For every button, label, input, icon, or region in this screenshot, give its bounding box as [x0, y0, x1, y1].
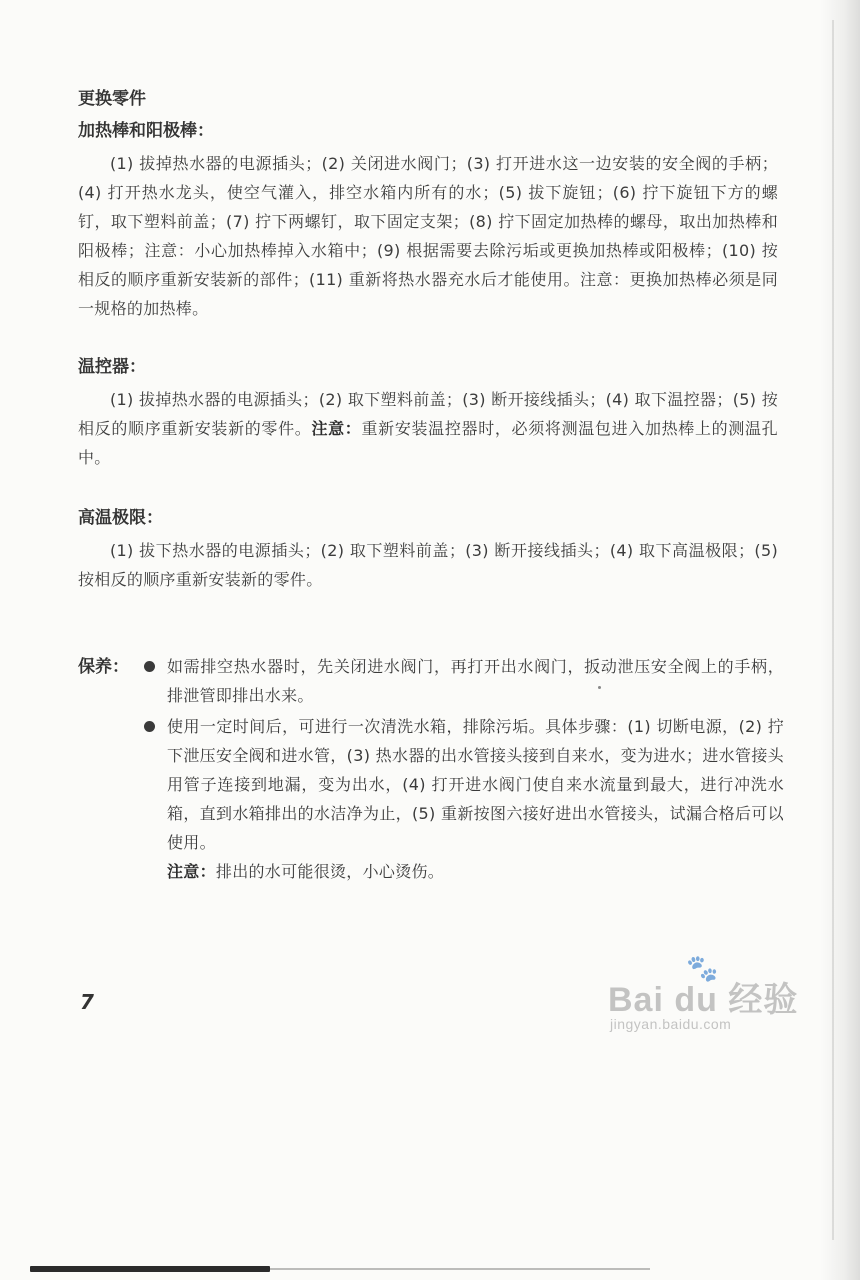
page-edge-shadow: [820, 0, 860, 1280]
thermostat-note-text: 重新安装温控器时，必须将测温包进入加热棒上的测温孔中。: [78, 419, 778, 467]
list-item: [144, 712, 784, 886]
list-item: [144, 652, 784, 710]
maintenance-bullet-text: 使用一定时间后，可进行一次清洗水箱，排除污垢。具体步骤：(1) 切断电源，(2) 拧下泄压安全阀和进水管，(3) 热水器的出水管接头接到自来水，变为进水；进水管接头用管子连接到地漏，变为出水，(4) 打开进水阀门使自来水流量到最大，进行冲洗水箱，直到水箱排出的水洁净为止，(5) 重新按图六接好进出水管接头，试漏合格后可以使用。: [167, 717, 784, 852]
section-title-heater-anode: 加热棒和阳极棒：: [78, 121, 214, 141]
scan-speck: [598, 686, 601, 689]
thermostat-note-label: 注意：: [311, 419, 362, 438]
maintenance-label: 保养：: [78, 657, 129, 677]
section-body-thermostat: [78, 385, 778, 472]
section-title-high-temp-limit: 高温极限：: [78, 508, 163, 528]
bullet-icon: [144, 721, 155, 732]
scan-bottom-edge: [30, 1266, 270, 1272]
maintenance-note-label: 注意：: [167, 862, 216, 881]
maintenance-list: [144, 652, 784, 888]
page-edge-line: [832, 20, 834, 1240]
section-heater-anode: [78, 116, 778, 323]
baidu-jingyan-watermark: [608, 954, 818, 1042]
page-number: 7: [80, 990, 94, 1014]
watermark-site: jingyan.baidu.com: [610, 1016, 732, 1032]
bullet-icon: [144, 661, 155, 672]
paw-icon: 🐾: [686, 954, 719, 984]
watermark-logo: Bai du 经验: [608, 981, 799, 1019]
scan-bottom-line: [270, 1268, 650, 1270]
section-title-thermostat: 温控器：: [78, 357, 146, 377]
thermostat-steps: (1) 拔掉热水器的电源插头；(2) 取下塑料前盖；(3) 断开接线插头；(4) 取下温控器；(5) 按相反的顺序重新安装新的零件。: [78, 390, 778, 438]
maintenance-note: [167, 857, 784, 886]
heading-replace-parts: 更换零件: [78, 89, 146, 109]
section-body-high-temp-limit: (1) 拔下热水器的电源插头；(2) 取下塑料前盖；(3) 断开接线插头；(4) 取下高温极限；(5) 按相反的顺序重新安装新的零件。: [78, 541, 778, 589]
maintenance-note-text: 排出的水可能很烫，小心烫伤。: [215, 862, 445, 881]
section-high-temp-limit: [78, 503, 778, 594]
section-thermostat: [78, 352, 778, 472]
maintenance-bullet-text: 如需排空热水器时，先关闭进水阀门，再打开出水阀门，扳动泄压安全阀上的手柄，排泄管即排出水来。: [167, 657, 784, 705]
section-body-heater-anode: (1) 拔掉热水器的电源插头；(2) 关闭进水阀门；(3) 打开进水这一边安装的安全阀的手柄；(4) 打开热水龙头，使空气灌入，排空水箱内所有的水；(5) 拔下旋钮；(6) 拧下旋钮下方的螺钉，取下塑料前盖；(7) 拧下两螺钉，取下固定支架；(8) 拧下固定加热棒的螺母，取出加热棒和阳极棒；注意：小心加热棒掉入水箱中；(9) 根据需要去除污垢或更换加热棒或阳极棒；(10) 按相反的顺序重新安装新的部件；(11) 重新将热水器充水后才能使用。注意：更换加热棒必须是同一规格的加热棒。: [78, 154, 778, 318]
